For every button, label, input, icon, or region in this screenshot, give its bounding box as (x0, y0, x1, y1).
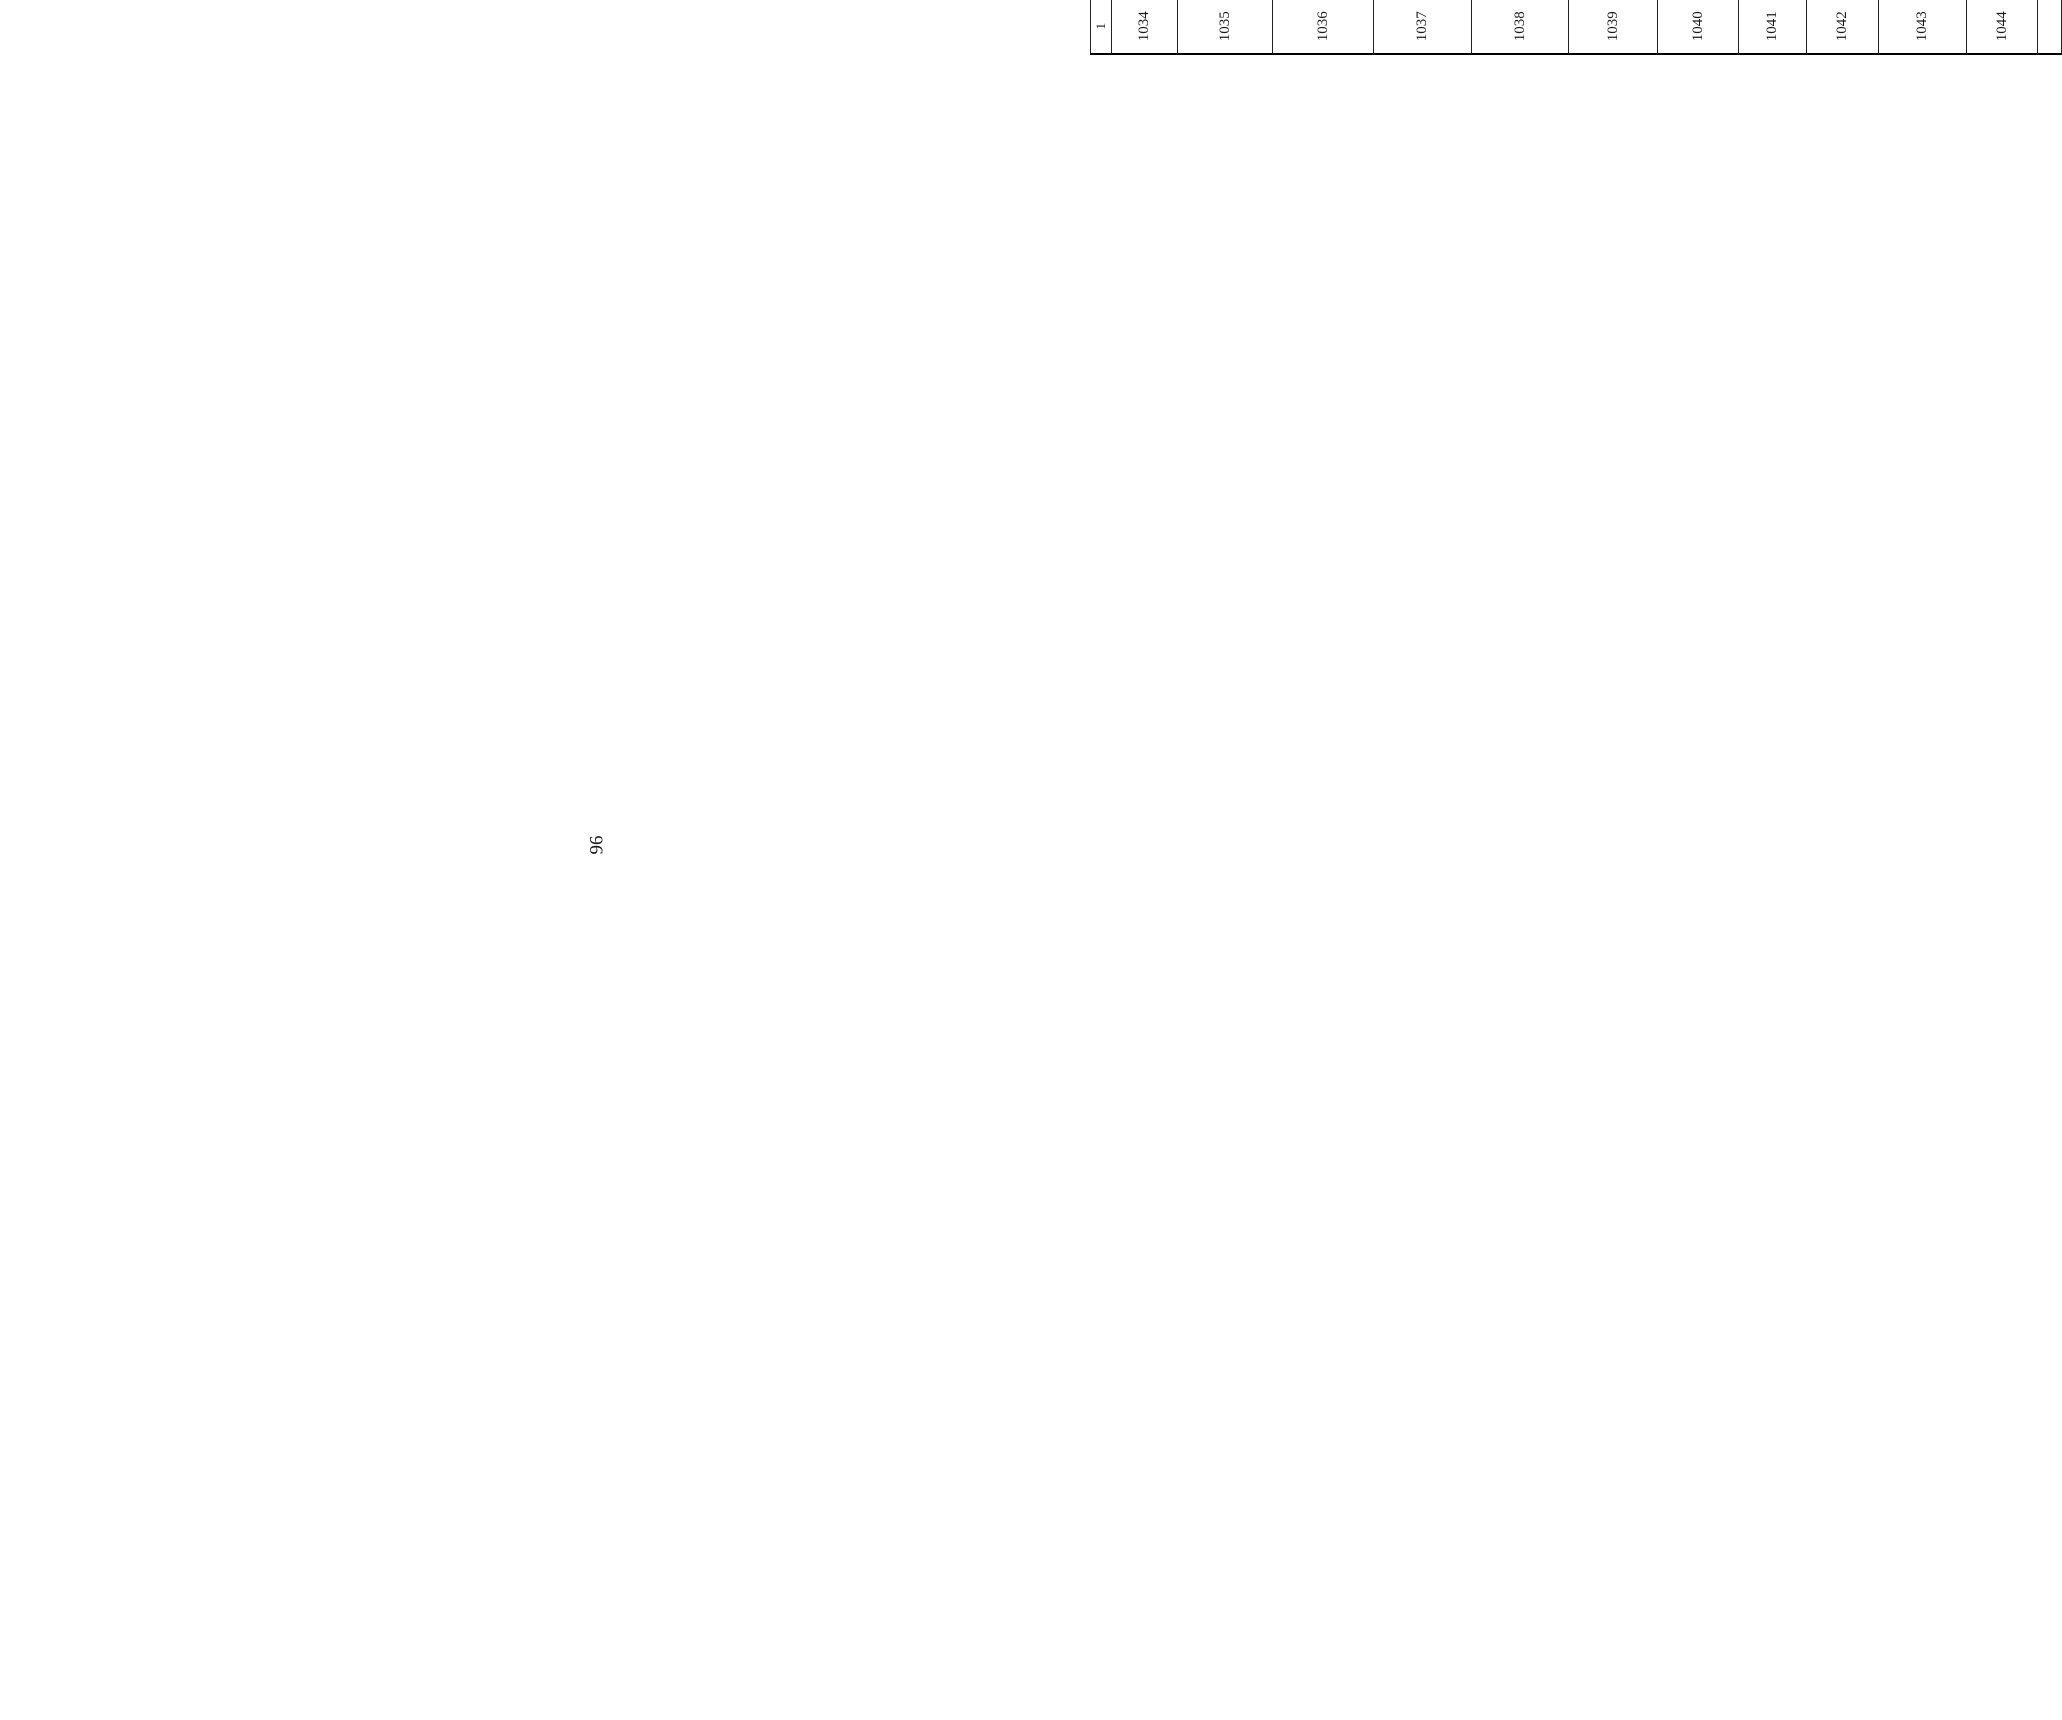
table-row (1738, 0, 1806, 54)
table-row (1374, 0, 1472, 54)
table-row (1658, 0, 1739, 54)
row-number: 1042 (1806, 0, 1878, 54)
table-row (1966, 0, 2037, 54)
row-number: 1040 (1658, 0, 1739, 54)
page-number: 96 (586, 835, 608, 855)
table-row (1272, 0, 1373, 54)
table-row (1879, 0, 1967, 54)
row-number: 1044 (1966, 0, 2037, 54)
data-table (1090, 0, 2062, 55)
row-number: 1038 (1472, 0, 1569, 54)
row-number: 1039 (1569, 0, 1658, 54)
table-row (1177, 0, 1272, 54)
header-row (1091, 0, 1112, 54)
rotated-table-container (1090, 0, 2062, 55)
row-number: 1041 (1738, 0, 1806, 54)
table-row (1806, 0, 1878, 54)
table-row (1472, 0, 1569, 54)
row-number: 1037 (1374, 0, 1472, 54)
table-body (1091, 0, 2062, 54)
row-number: 1034 (1111, 0, 1177, 54)
row-number: 1036 (1272, 0, 1373, 54)
table-row (1111, 0, 1177, 54)
table-row (1569, 0, 1658, 54)
empty-cell (2038, 0, 2062, 54)
row-number: 1043 (1879, 0, 1967, 54)
total-row (2038, 0, 2062, 54)
column-header: 1 (1091, 0, 1112, 54)
row-number: 1035 (1177, 0, 1272, 54)
